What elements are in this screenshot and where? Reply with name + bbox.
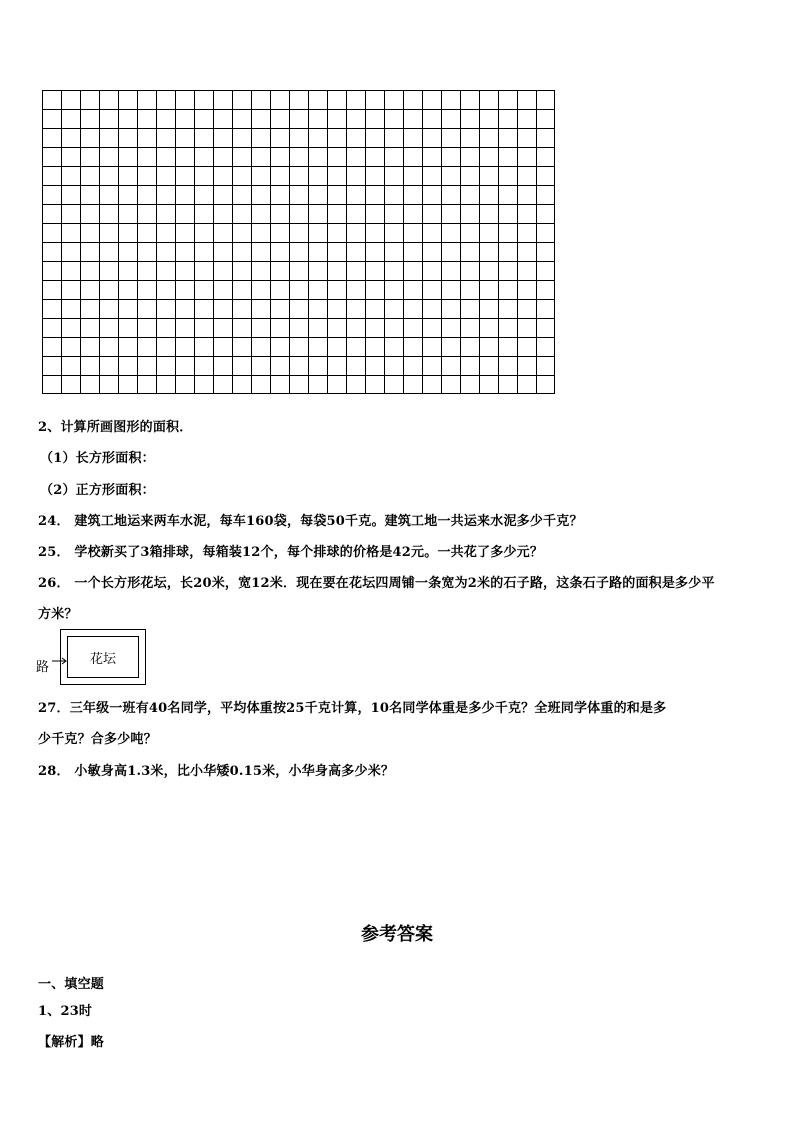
- answer-section-heading: 一、填空题: [38, 977, 105, 992]
- rectangle-area-prompt: （1）长方形面积：: [40, 451, 155, 466]
- answer-title: 参考答案: [361, 924, 433, 945]
- question-24: 24． 建筑工地运来两车水泥，每车160袋，每袋50千克。建筑工地一共运来水泥多少千克？: [38, 514, 583, 529]
- question-28: 28． 小敏身高1.3米，比小华矮0.15米，小华身高多少米？: [38, 764, 395, 779]
- question-27-line-1: 27．三年级一班有40名同学，平均体重按25千克计算，10名同学体重是多少千克？全班同学体重的和是多: [38, 701, 667, 716]
- question-26-line-1: 26． 一个长方形花坛，长20米，宽12米．现在要在花坛四周铺一条宽为2米的石子路，这条石子路的面积是多少平: [38, 576, 715, 591]
- question-26-line-2: 方米？: [38, 607, 78, 622]
- sub-question-2: 2、计算所画图形的面积．: [38, 420, 193, 435]
- drawing-grid: [42, 90, 555, 394]
- flower-bed-diagram: [60, 629, 146, 685]
- arrow-icon: [52, 655, 68, 667]
- flower-bed-label: 花坛: [67, 636, 139, 678]
- question-25: 25． 学校新买了3箱排球，每箱装12个，每个排球的价格是42元。一共花了多少元？: [38, 545, 544, 560]
- square-area-prompt: （2）正方形面积：: [40, 483, 155, 498]
- answer-1: 1、23时: [38, 1004, 93, 1019]
- road-label: 路: [36, 660, 50, 675]
- question-27-line-2: 少千克？合多少吨？: [38, 732, 157, 747]
- analysis: 【解析】略: [38, 1035, 105, 1050]
